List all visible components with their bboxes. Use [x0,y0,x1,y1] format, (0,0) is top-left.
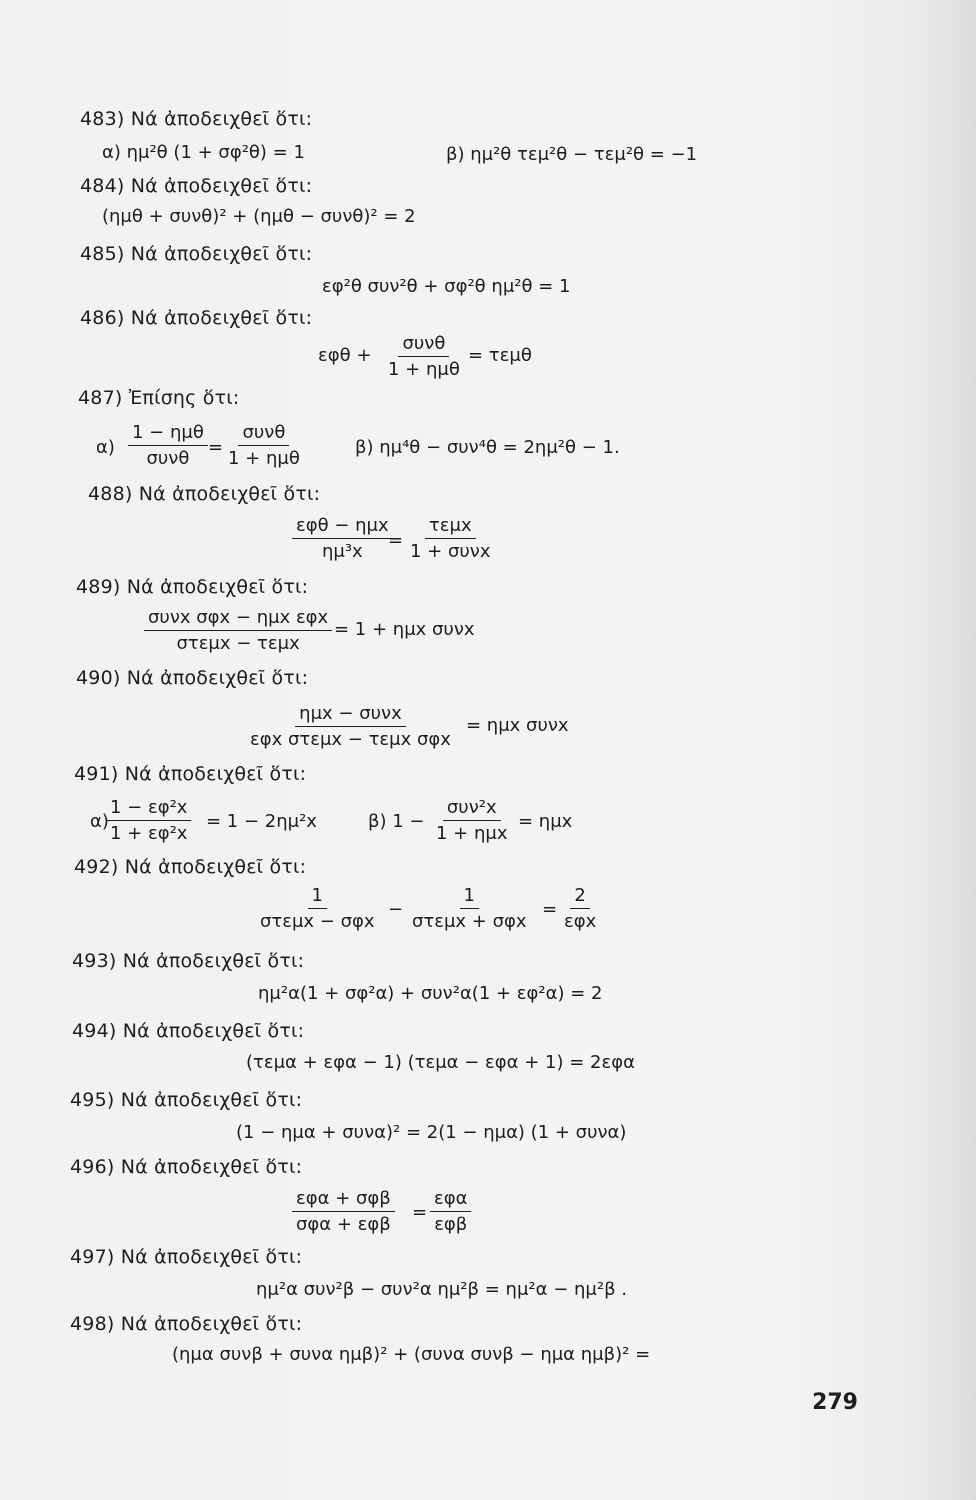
fraction-denominator: εφβ [434,1214,468,1235]
exercise-495-heading: 495) Νά ἀποδειχθεῖ ὅτι: [70,1089,303,1111]
exercise-491-fraction-a [106,797,191,844]
exercise-485-heading: 485) Νά ἀποδειχθεῖ ὅτι: [80,243,313,265]
exercise-487-fraction-2 [224,422,304,469]
fraction-numerator: εφα + σφβ [292,1188,395,1212]
exercise-488-heading: 488) Νά ἀποδειχθεῖ ὅτι: [88,483,321,505]
exercise-496-equals: = [412,1202,428,1223]
fraction-numerator: τεμx [425,515,476,539]
fraction-denominator: 1 + εφ²x [110,823,188,844]
fraction-denominator: 1 + συνx [410,541,491,562]
fraction-denominator: 1 + ημθ [388,359,460,380]
exercise-488-fraction-1 [292,515,393,562]
exercise-486-fraction [384,333,464,380]
fraction-numerator: 1 − εφ²x [106,797,191,821]
exercise-491-part-b-right: = ημx [518,811,573,832]
fraction-denominator: στεμx + σφx [412,911,527,932]
exercise-488-equals: = [388,530,404,551]
exercise-492-heading: 492) Νά ἀποδειχθεῖ ὅτι: [74,856,307,878]
fraction-denominator: συνθ [146,448,190,469]
exercise-496-heading: 496) Νά ἀποδειχθεῖ ὅτι: [70,1156,303,1178]
exercise-493-equation: ημ²α(1 + σφ²α) + συν²α(1 + εφ²α) = 2 [258,983,603,1004]
exercise-486-right: = τεμθ [468,345,532,366]
exercise-491-heading: 491) Νά ἀποδειχθεῖ ὅτι: [74,763,307,785]
fraction-denominator: σφα + εφβ [296,1214,391,1235]
exercise-491-label-b: β) 1 − [368,811,425,832]
exercise-487-part-b: β) ημ⁴θ − συν⁴θ = 2ημ²θ − 1. [355,437,620,458]
fraction-numerator: συν²x [443,797,501,821]
fraction-denominator: εφx [564,911,597,932]
exercise-492-fraction-1 [256,885,379,932]
exercise-487-label-a: α) [96,437,115,458]
fraction-denominator: ημ³x [321,541,363,562]
exercise-490-heading: 490) Νά ἀποδειχθεῖ ὅτι: [76,667,309,689]
exercise-497-equation: ημ²α συν²β − συν²α ημ²β = ημ²α − ημ²β . [256,1279,628,1300]
fraction-denominator: 1 + ημθ [228,448,300,469]
exercise-489-fraction [144,607,332,654]
fraction-numerator: 1 [308,885,327,909]
exercise-490-fraction [246,703,455,750]
exercise-487-equals: = [208,437,224,458]
exercise-483-part-b: β) ημ²θ τεμ²θ − τεμ²θ = −1 [446,144,698,165]
fraction-numerator: εφα [430,1188,471,1212]
fraction-denominator: εφx στεμx − τεμx σφx [250,729,451,750]
exercise-492-fraction-3 [560,885,600,932]
exercise-489-heading: 489) Νά ἀποδειχθεῖ ὅτι: [76,576,309,598]
exercise-483-heading: 483) Νά ἀποδειχθεῖ ὅτι: [80,108,313,130]
exercise-490-right: = ημx συνx [466,715,569,736]
exercise-498-heading: 498) Νά ἀποδειχθεῖ ὅτι: [70,1313,303,1335]
fraction-denominator: στεμx − σφx [260,911,375,932]
exercise-492-equals: = [542,899,558,920]
exercise-484-heading: 484) Νά ἀποδειχθεῖ ὅτι: [80,175,313,197]
fraction-numerator: 1 − ημθ [128,422,208,446]
fraction-numerator: εφθ − ημx [292,515,393,539]
exercise-486-heading: 486) Νά ἀποδειχθεῖ ὅτι: [80,307,313,329]
exercise-484-equation: (ημθ + συνθ)² + (ημθ − συνθ)² = 2 [102,206,416,227]
exercise-483-part-a: α) ημ²θ (1 + σφ²θ) = 1 [102,142,305,163]
exercise-487-fraction-1 [128,422,208,469]
exercise-489-right: = 1 + ημx συνx [334,619,475,640]
fraction-numerator: συνθ [238,422,289,446]
exercise-495-equation: (1 − ημα + συνα)² = 2(1 − ημα) (1 + συνα) [236,1122,627,1143]
exercise-497-heading: 497) Νά ἀποδειχθεῖ ὅτι: [70,1246,303,1268]
fraction-numerator: ημx − συνx [295,703,406,727]
exercise-487-heading: 487) Ἐπίσης ὅτι: [78,387,240,409]
exercise-498-equation: (ημα συνβ + συνα ημβ)² + (συνα συνβ − ημα ημβ)² = [172,1344,651,1365]
fraction-numerator: 2 [570,885,589,909]
exercise-496-fraction-2 [430,1188,471,1235]
exercise-488-fraction-2 [406,515,495,562]
exercise-494-equation: (τεμα + εφα − 1) (τεμα − εφα + 1) = 2εφα [246,1052,635,1073]
exercise-491-part-a-right: = 1 − 2ημ²x [206,811,317,832]
exercise-492-fraction-2 [408,885,531,932]
exercise-491-label-a: α) [90,811,109,832]
fraction-numerator: συνθ [398,333,449,357]
exercise-496-fraction-1 [292,1188,395,1235]
exercise-493-heading: 493) Νά ἀποδειχθεῖ ὅτι: [72,950,305,972]
exercise-492-minus: − [388,899,404,920]
fraction-denominator: 1 + ημx [436,823,508,844]
fraction-numerator: συνx σφx − ημx εφx [144,607,332,631]
exercise-485-equation: εφ²θ συν²θ + σφ²θ ημ²θ = 1 [322,276,571,297]
fraction-denominator: στεμx − τεμx [176,633,300,654]
page-number: 279 [812,1390,858,1415]
exercise-491-fraction-b [432,797,512,844]
fraction-numerator: 1 [460,885,479,909]
exercise-486-left: εφθ + [318,345,372,366]
exercise-494-heading: 494) Νά ἀποδειχθεῖ ὅτι: [72,1020,305,1042]
